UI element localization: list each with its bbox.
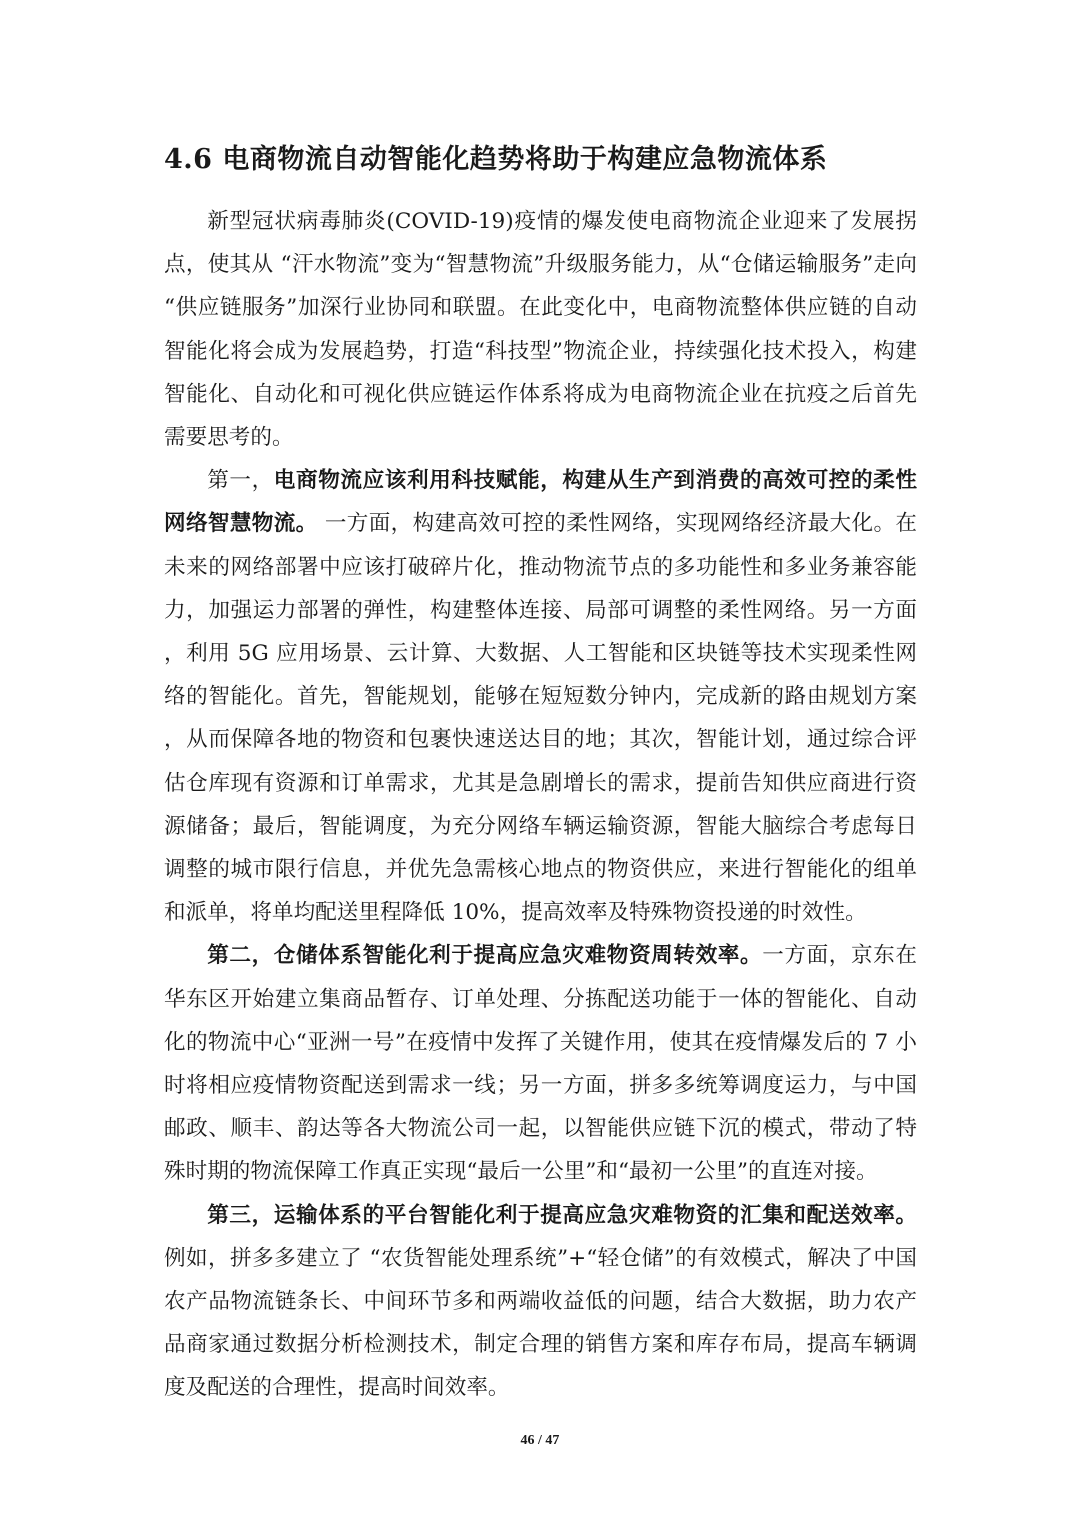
paragraph-second xyxy=(164,934,917,1193)
document-body xyxy=(164,200,917,1410)
paragraph-prefix: 第一， xyxy=(207,468,274,494)
paragraph-text: 一方面，京东在华东区开始建立集商品暂存、订单处理、分拣配送功能于一体的智能化、自动化的物流中心“亚洲一号”在疫情中发挥了关键作用，使其在疫情爆发后的 7 小时将相应疫情物资配送到需求一线；另一方面，拼多多统筹调度运力，与中国邮政、顺丰、韵达等各大物流公司一起，以智能供应链下沉的模式，带动了特殊时期的物流保障工作真正实现“最后一公里”和“最初一公里”的直连对接。 xyxy=(164,943,917,1185)
section-heading: 4.6 电商物流自动智能化趋势将助于构建应急物流体系 xyxy=(164,144,828,175)
paragraph-text: 新型冠状病毒肺炎(COVID-19)疫情的爆发使电商物流企业迎来了发展拐点，使其从 “汗水物流”变为“智慧物流”升级服务能力，从“仓储运输服务”走向“供应链服务”加深行业协同和联盟。在此变化中，电商物流整体供应链的自动智能化将会成为发展趋势，打造“科技型”物流企业，持续强化技术投入，构建智能化、自动化和可视化供应链运作体系将成为电商物流企业在抗疫之后首先需要思考的。 xyxy=(164,209,917,451)
paragraph-lead: 第三，运输体系的平台智能化利于提高应急灾难物资的汇集和配送效率。 xyxy=(207,1202,917,1228)
page-number: 46 / 47 xyxy=(520,1433,560,1448)
paragraph-first xyxy=(164,459,917,934)
paragraph-intro xyxy=(164,200,917,459)
paragraph-text: 例如，拼多多建立了 “农货智能处理系统”+“轻仓储”的有效模式，解决了中国农产品物流链条长、中间环节多和两端收益低的问题，结合大数据，助力农产品商家通过数据分析检测技术，制定合理的销售方案和库存布局，提高车辆调度及配送的合理性，提高时间效率。 xyxy=(164,1245,917,1401)
paragraph-text: 一方面，构建高效可控的柔性网络，实现网络经济最大化。在未来的网络部署中应该打破碎片化，推动物流节点的多功能性和多业务兼容能力，加强运力部署的弹性，构建整体连接、局部可调整的柔性网络。另一方面，利用 5G 应用场景、云计算、大数据、人工智能和区块链等技术实现柔性网络的智能化。首先，智能规划，能够在短短数分钟内，完成新的路由规划方案，从而保障各地的物资和包裹快速送达目的地；其次，智能计划，通过综合评估仓库现有资源和订单需求，尤其是急剧增长的需求，提前告知供应商进行资源储备；最后，智能调度，为充分网络车辆运输资源，智能大脑综合考虑每日调整的城市限行信息，并优先急需核心地点的物资供应，来进行智能化的组单和派单，将单均配送里程降低 10%，提高效率及特殊物资投递的时效性。 xyxy=(164,511,917,926)
paragraph-third xyxy=(164,1194,917,1410)
paragraph-lead: 第二，仓储体系智能化利于提高应急灾难物资周转效率。 xyxy=(207,943,763,969)
paragraph-lead: 电商物流应该利用科技赋能，构建从生产到消费的高效可控的柔性网络智慧物流。 xyxy=(164,468,917,537)
